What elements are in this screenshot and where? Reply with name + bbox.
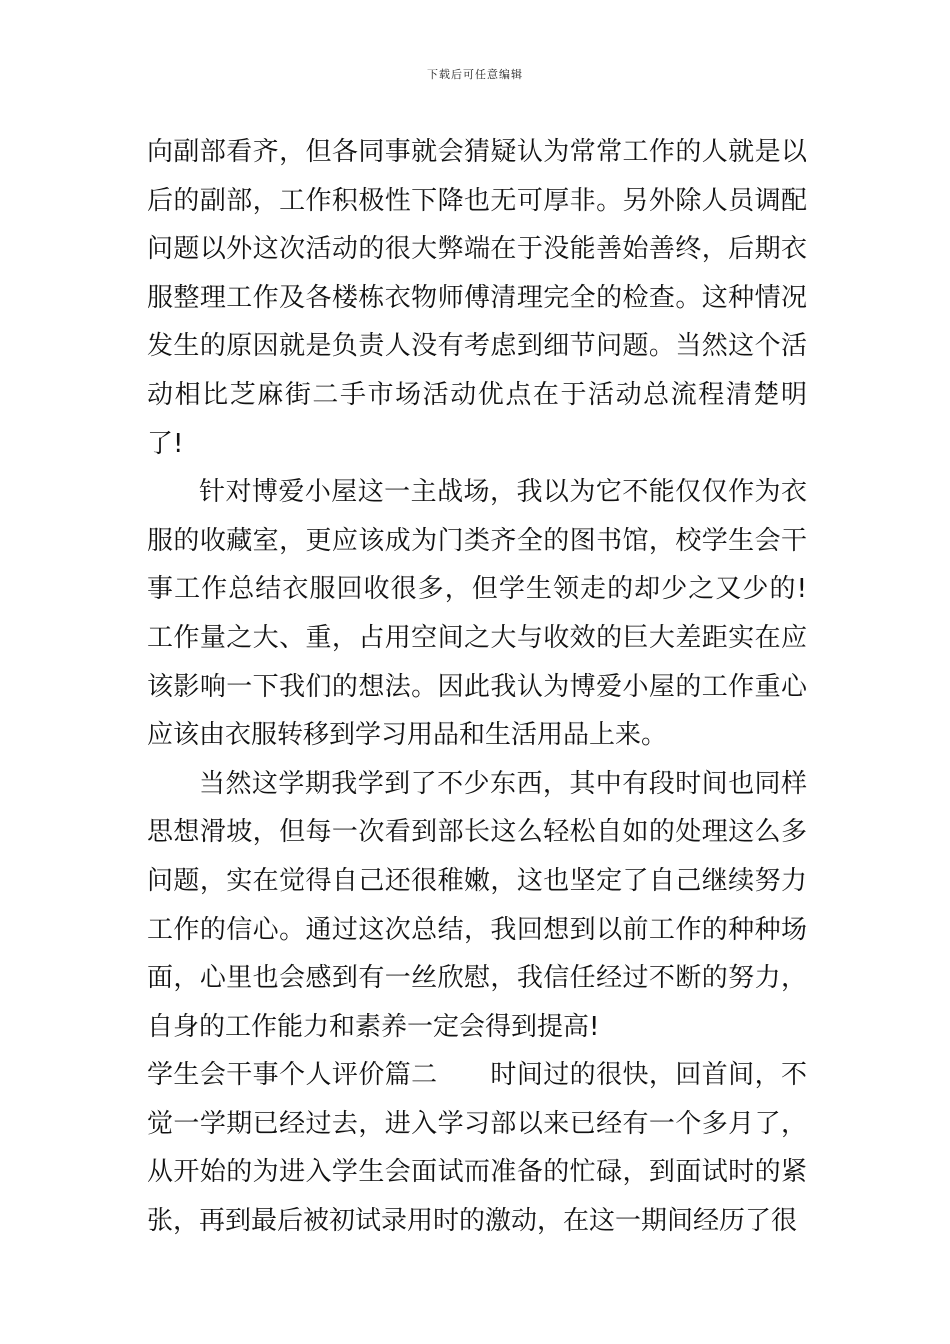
paragraph-2: 针对博爱小屋这一主战场，我以为它不能仅仅作为衣服的收藏室，更应该成为门类齐全的图书馆，校学生会干事工作总结衣服回收很多，但学生领走的却少之又少的!工作量之大、重，占用空间之大与收效的巨大差距实在应该影响一下我们的想法。因此我认为博爱小屋的工作重心应该由衣服转移到学习用品和生活用品上来。 xyxy=(147,477,807,751)
page-header: 下载后可任意编辑 xyxy=(427,68,523,81)
document-body xyxy=(147,128,807,1246)
paragraph-1: 向副部看齐，但各同事就会猜疑认为常常工作的人就是以后的副部，工作积极性下降也无可厚非。另外除人员调配问题以外这次活动的很大弊端在于没能善始善终，后期衣服整理工作及各楼栋衣物师傅清理完全的检查。这种情况发生的原因就是负责人没有考虑到细节问题。当然这个活动相比芝麻街二手市场活动优点在于活动总流程清楚明了! xyxy=(147,137,807,459)
paragraph-3: 当然这学期我学到了不少东西，其中有段时间也同样思想滑坡，但每一次看到部长这么轻松自如的处理这么多问题，实在觉得自己还很稚嫩，这也坚定了自己继续努力工作的信心。通过这次总结，我回想到以前工作的种种场面，心里也会感到有一丝欣慰，我信任经过不断的努力，自身的工作能力和素养一定会得到提高! xyxy=(147,768,807,1042)
paragraph-4: 学生会干事个人评价篇二 时间过的很快，回首间，不觉一学期已经过去，进入学习部以来已经有一个多月了，从开始的为进入学生会面试而准备的忙碌，到面试时的紧张，再到最后被初试录用时的激动，在这一期间经历了很 xyxy=(147,1060,807,1237)
